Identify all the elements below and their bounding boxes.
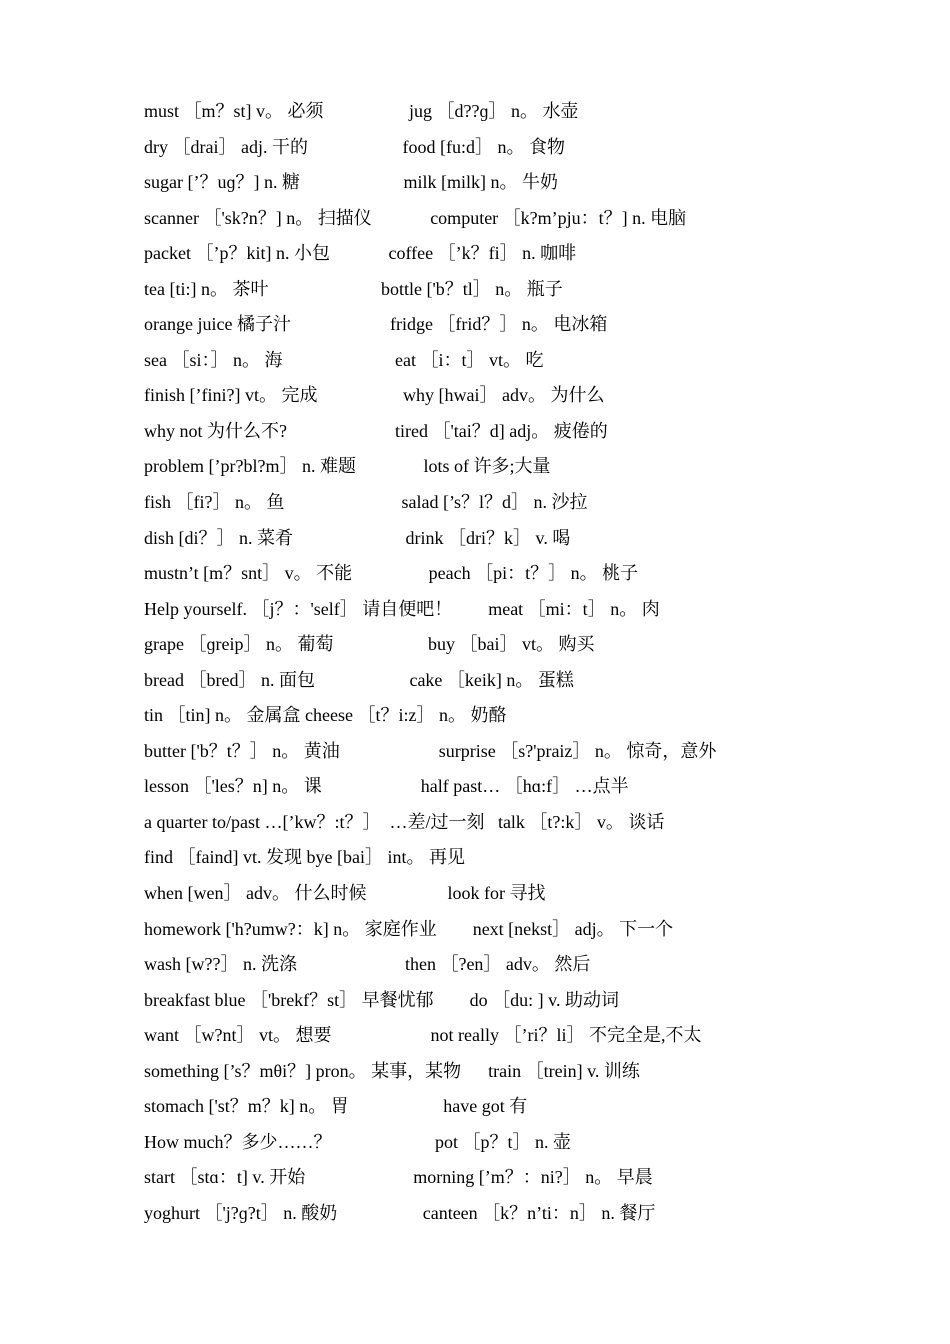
- vocabulary-line: breakfast blue ［'brekf？st］ 早餐忧郁 do ［du: ] v. 助动词: [144, 989, 620, 1010]
- vocabulary-line: butter ['b？t？］ n。 黄油 surprise ［s?'praiz］ n。 惊奇，意外: [144, 740, 717, 761]
- vocabulary-line: must ［m？st] v。 必须 jug ［d??ɡ］ n。 水壶: [144, 101, 579, 121]
- vocabulary-line: bread ［bred］ n. 面包 cake ［keik] n。 蛋糕: [144, 669, 574, 690]
- vocabulary-line: grape ［ɡreip］ n。 葡萄 buy ［bai］ vt。 购买: [144, 634, 595, 655]
- vocabulary-line: dry ［drai］ adj. 干的 food [fu:d］ n。 食物: [144, 136, 565, 157]
- vocabulary-list: [144, 96, 864, 1234]
- vocabulary-line: when [wen］ adv。 什么时候 look for 寻找: [144, 883, 546, 904]
- vocabulary-line: tea [ti:] n。 茶叶 bottle ['b？tl］ n。 瓶子: [144, 278, 563, 299]
- vocabulary-line: mustn’t [m？snt］ v。 不能 peach ［pi：t？］ n。 桃子: [144, 563, 639, 584]
- vocabulary-line: homework ['h?umw?：k] n。 家庭作业 next [nekst］ adj。 下一个: [144, 918, 674, 939]
- vocabulary-line: packet ［’p？kit] n. 小包 coffee ［’k？fi］ n. 咖啡: [144, 243, 577, 264]
- vocabulary-line: fish ［fi?］ n。 鱼 salad [’s？l？d］ n. 沙拉: [144, 492, 588, 513]
- vocabulary-line: something [’s？mθi？] pron。 某事，某物 train ［trein] v. 训练: [144, 1060, 640, 1081]
- vocabulary-line: finish [’fini?] vt。 完成 why [hwai］ adv。 为什么: [144, 385, 605, 406]
- vocabulary-line: yoghurt ［'j?ɡ?t］ n. 酸奶 canteen ［k？n’ti：n］ n. 餐厅: [144, 1202, 656, 1223]
- vocabulary-line: why not 为什么不? tired ［'tai？d] adj。 疲倦的: [144, 420, 608, 441]
- vocabulary-line: lesson ［'les？n] n。 课 half past… ［hɑ:f］ …点半: [144, 776, 629, 797]
- vocabulary-line: tin ［tin] n。 金属盒 cheese ［t？i:z］ n。 奶酪: [144, 705, 507, 726]
- vocabulary-line: wash [w??］ n. 洗涤 then ［?en］ adv。 然后: [144, 954, 591, 975]
- vocabulary-line: sea ［si：］ n。 海 eat ［i：t］ vt。 吃: [144, 349, 544, 370]
- vocabulary-line: How much？多少……？ pot ［p？t］ n. 壶: [144, 1131, 571, 1152]
- vocabulary-line: want ［w?nt］ vt。 想要 not really ［’ri？li］ 不完全是,不太: [144, 1025, 702, 1046]
- vocabulary-line: orange juice 橘子汁 fridge ［frid？］ n。 电冰箱: [144, 314, 608, 335]
- vocabulary-line: scanner ［'sk?n？] n。 扫描仪 computer ［k?m’pju：t？] n. 电脑: [144, 207, 687, 228]
- vocabulary-line: stomach ['st？m？k] n。 胃 have got 有: [144, 1096, 528, 1117]
- vocabulary-line: sugar [’？uɡ？] n. 糖 milk [milk] n。 牛奶: [144, 172, 558, 193]
- vocabulary-line: a quarter to/past …[’kw？:t？］ …差/过一刻 talk ［t?:k］ v。 谈话: [144, 811, 665, 832]
- vocabulary-line: Help yourself. ［j？：'self］ 请自便吧！ meat ［mi：t］ n。 肉: [144, 598, 660, 619]
- vocabulary-line: find ［faind] vt. 发现 bye [bai］ int。 再见: [144, 847, 465, 868]
- vocabulary-line: start ［stɑ：t] v. 开始 morning [’m？：ni?］ n。 早晨: [144, 1167, 653, 1188]
- vocabulary-line: problem [’pr?bl?m］ n. 难题 lots of 许多;大量: [144, 456, 551, 477]
- vocabulary-line: dish [di？］ n. 菜肴 drink ［dri？k］ v. 喝: [144, 527, 571, 548]
